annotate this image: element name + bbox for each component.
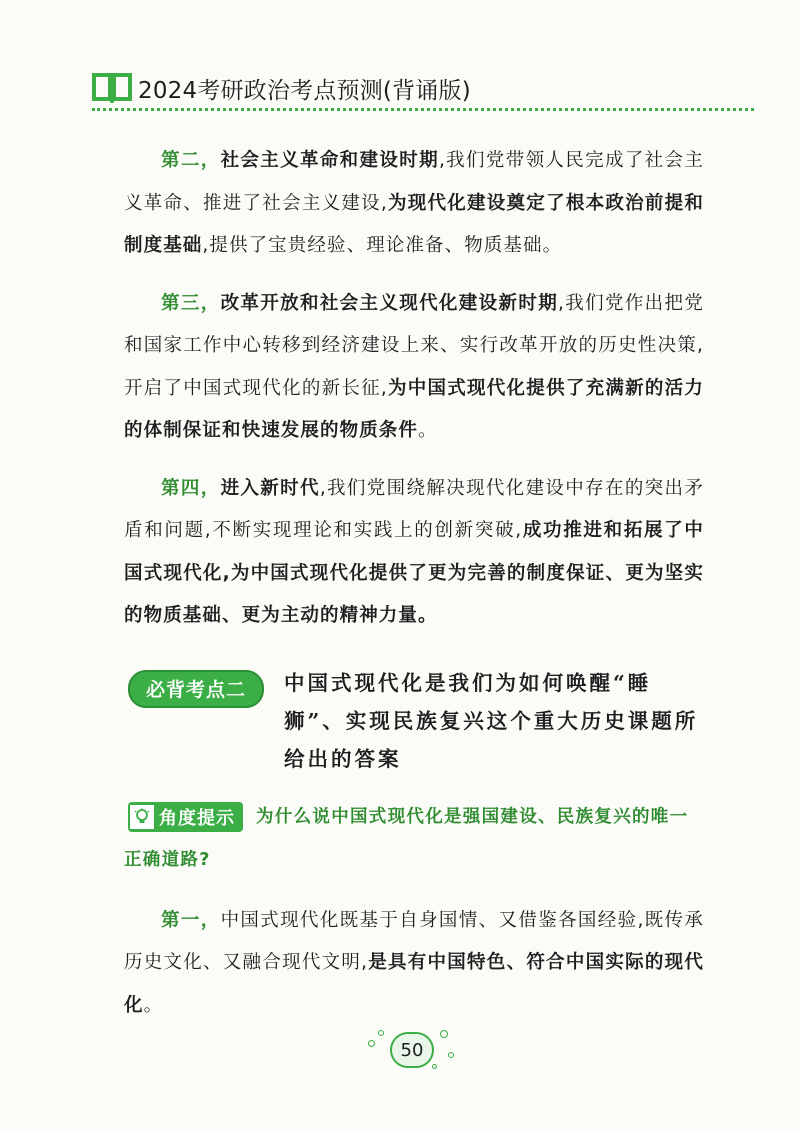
- para-bold: 改革开放和社会主义现代化建设新时期: [220, 292, 559, 314]
- section-title: 中国式现代化是我们为如何唤醒“睡狮”、实现民族复兴这个重大历史课题所给出的答案: [284, 670, 699, 771]
- para-bold: 为中国式现代化提供了充满新的活力的体制保证和快速发展的物质条件: [124, 377, 704, 441]
- paragraph-first: [124, 900, 704, 1028]
- open-book-icon: [92, 71, 132, 103]
- main-content: [124, 140, 704, 1042]
- para-bold: ,为中国式现代化提供了更为完善的制度保证、更为坚实的物质基础、更为主动的精神力量。: [124, 562, 704, 626]
- para-text: ,我们党带领人民完成了社会主义革命、推进了社会主义建设,: [124, 150, 704, 214]
- para-text: ,我们党围绕解决现代化建设中存在的突出矛盾和问题,不断实现理论和实践上的创新突破,: [124, 477, 704, 541]
- page-number-badge: [364, 1026, 464, 1076]
- hint-tag: [128, 802, 243, 832]
- hint-label: 角度提示: [159, 807, 235, 829]
- para-text: ,我们党作出把党和国家工作中心转移到经济建设上来、实行改革开放的历史性决策,开启了中国式现代化的新长征,: [124, 292, 704, 399]
- para-lead: 第一，: [161, 909, 221, 931]
- paragraph-fourth: [124, 468, 704, 638]
- para-text: 中国式现代化既基于自身国情、又借鉴各国经验,既传承历史文化、又融合现代文明,: [124, 909, 704, 973]
- decorative-dot: [368, 1040, 375, 1047]
- para-lead: 第三，: [161, 292, 221, 314]
- lightbulb-icon: [130, 805, 154, 829]
- para-bold: 成功推进和拓展了中国式现代化: [124, 520, 704, 584]
- para-lead: 第二，: [161, 150, 221, 171]
- decorative-dot: [448, 1052, 454, 1058]
- page-header: [92, 68, 752, 108]
- para-bold: 为现代化建设奠定了根本政治前提和制度基础: [124, 192, 704, 256]
- header-divider: [92, 108, 754, 111]
- key-point-section: [124, 664, 704, 776]
- paragraph-third: [124, 283, 704, 453]
- decorative-dot: [432, 1064, 437, 1069]
- para-text: 。: [418, 420, 438, 441]
- book-title: 2024考研政治考点预测(背诵版): [138, 78, 471, 104]
- decorative-dot: [440, 1030, 448, 1038]
- para-bold: 是具有中国特色、符合中国实际的现代化: [124, 952, 704, 1016]
- para-lead: 第四，: [161, 477, 221, 499]
- angle-hint: [124, 796, 704, 882]
- para-text: ,提供了宝贵经验、理论准备、物质基础。: [202, 235, 563, 256]
- para-bold: 进入新时代: [220, 477, 320, 499]
- key-point-badge: 必背考点二: [128, 670, 264, 708]
- hint-question: 为什么说中国式现代化是强国建设、民族复兴的唯一正确道路?: [124, 806, 689, 870]
- paragraph-second: [124, 140, 704, 268]
- decorative-dot: [378, 1030, 384, 1036]
- para-text: 。: [143, 994, 164, 1016]
- para-bold: 社会主义革命和建设时期: [220, 150, 439, 171]
- page-number: 50: [390, 1032, 434, 1068]
